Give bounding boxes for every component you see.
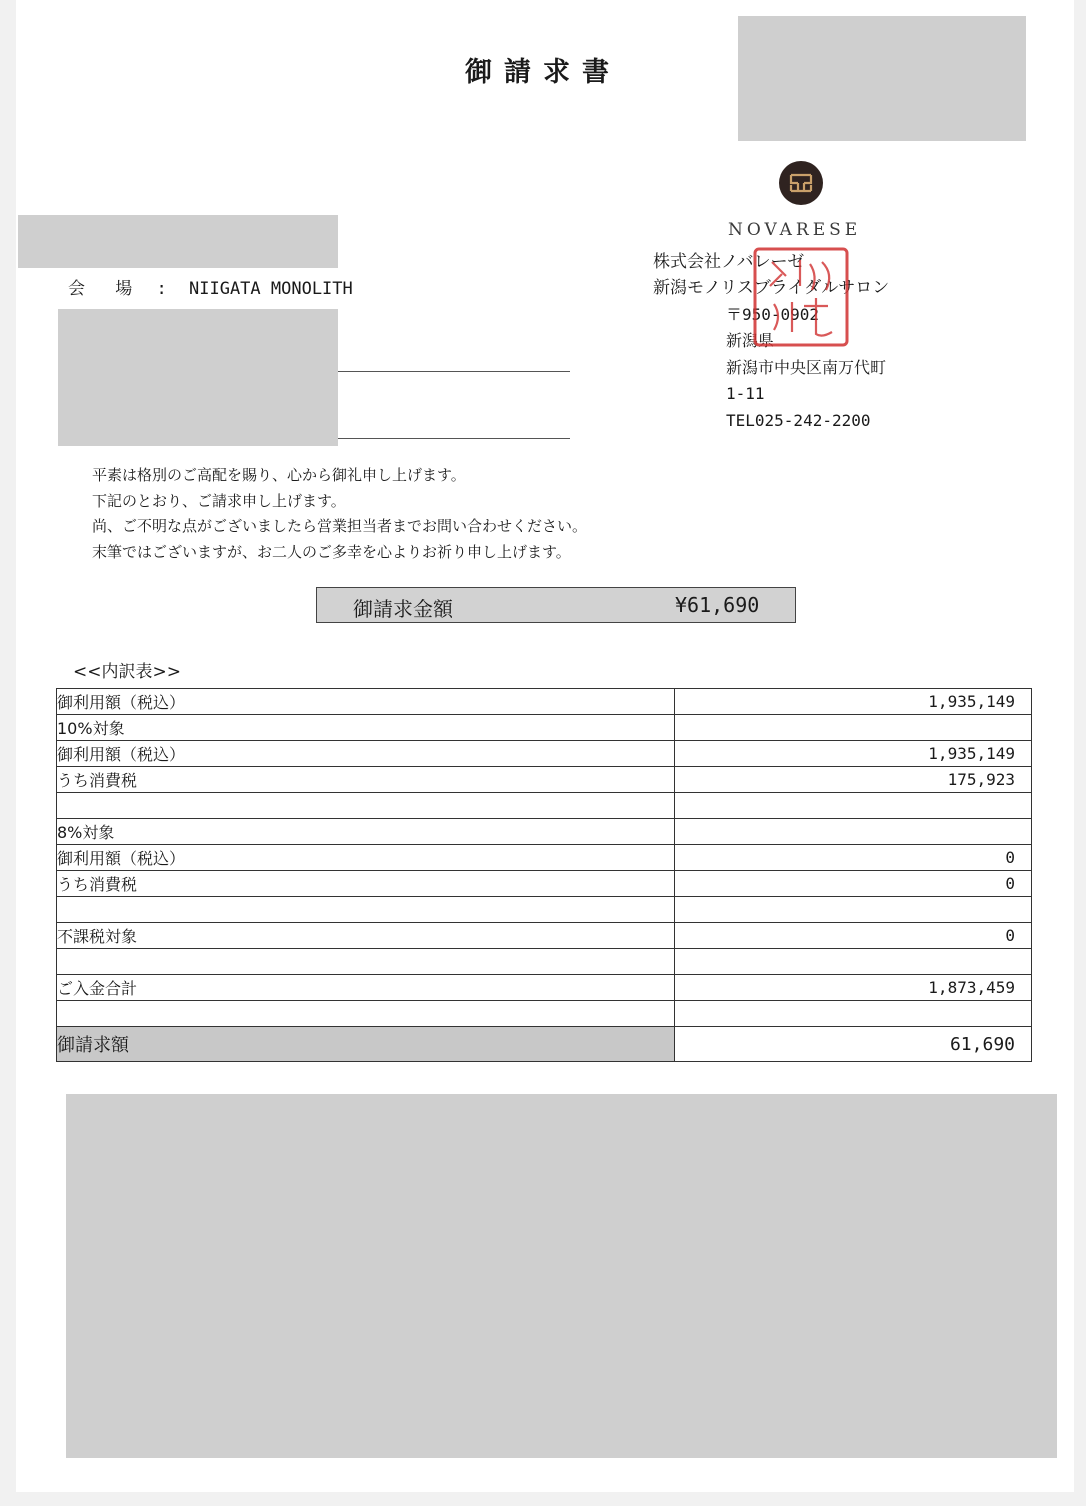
table-row [57, 793, 1032, 819]
issuer-tel: TEL025-242-2200 [726, 411, 871, 430]
row-label: うち消費税 [57, 767, 675, 793]
table-row [57, 715, 1032, 741]
brand-name: NOVARESE [728, 220, 862, 240]
greeting-paragraph [92, 463, 587, 565]
table-row [57, 871, 1032, 897]
table-row [57, 923, 1032, 949]
row-label: 御利用額（税込） [57, 741, 675, 767]
table-row [57, 949, 1032, 975]
row-value: 175,923 [675, 767, 1032, 793]
breakdown-title: <<内訳表>> [73, 662, 181, 682]
company-seal-stamp [752, 246, 850, 348]
row-value: 1,935,149 [675, 741, 1032, 767]
row-label [57, 949, 675, 975]
invoice-amount-value: ¥61,690 [675, 593, 760, 617]
invoice-amount-label: 御請求金額 [353, 597, 453, 621]
row-label: うち消費税 [57, 871, 675, 897]
row-label: 御利用額（税込） [57, 845, 675, 871]
greeting-line: 末筆ではございますが、お二人のご多幸を心よりお祈り申し上げます。 [92, 542, 571, 561]
row-value: 0 [675, 871, 1032, 897]
greeting-line: 下記のとおり、ご請求申し上げます。 [92, 491, 346, 510]
greeting-line: 平素は格別のご高配を賜り、心から御礼申し上げます。 [92, 466, 466, 484]
row-value [675, 897, 1032, 923]
row-value [675, 793, 1032, 819]
table-row [57, 819, 1032, 845]
table-row [57, 767, 1032, 793]
table-row [57, 1001, 1032, 1027]
issuer-prefecture: 新潟県 [726, 331, 775, 350]
row-value [675, 715, 1032, 741]
invoice-amount-box [316, 587, 796, 623]
breakdown-table [56, 688, 1032, 1062]
row-label: 不課税対象 [57, 923, 675, 949]
table-row [57, 845, 1032, 871]
name-underline-1 [338, 371, 570, 372]
row-value [675, 949, 1032, 975]
row-label: 御利用額（税込） [57, 689, 675, 715]
row-label [57, 897, 675, 923]
venue-name: NIIGATA MONOLITH [189, 279, 353, 299]
table-row [57, 689, 1032, 715]
row-value: 1,935,149 [675, 689, 1032, 715]
name-underline-2 [338, 438, 570, 439]
issuer-city: 新潟市中央区南万代町 [726, 358, 887, 377]
venue-line [68, 274, 353, 299]
table-row [57, 741, 1032, 767]
table-row [57, 975, 1032, 1001]
novarese-logo-icon [779, 161, 823, 205]
greeting-line: 尚、ご不明な点がございましたら営業担当者までお問い合わせください。 [92, 517, 588, 535]
row-label [57, 793, 675, 819]
total-label: 御請求額 [57, 1027, 675, 1062]
row-value [675, 1001, 1032, 1027]
row-value: 0 [675, 845, 1032, 871]
redacted-block-customer-name [58, 309, 338, 446]
issuer-company: 株式会社ノバレーゼ [653, 252, 805, 272]
row-value [675, 819, 1032, 845]
row-value: 0 [675, 923, 1032, 949]
redacted-block-recipient [18, 215, 338, 268]
row-value: 1,873,459 [675, 975, 1032, 1001]
row-label: ご入金合計 [57, 975, 675, 1001]
issuer-postal: 〒950-0902 [726, 305, 820, 324]
total-row [57, 1027, 1032, 1062]
row-label [57, 1001, 675, 1027]
redacted-block-bottom [66, 1094, 1057, 1458]
document-title: 御請求書 [465, 57, 621, 88]
total-value: 61,690 [675, 1027, 1032, 1062]
issuer-branch: 新潟モノリスブライダルサロン [653, 278, 890, 298]
table-row [57, 897, 1032, 923]
venue-separator: : [156, 279, 167, 299]
row-label: 10%対象 [57, 715, 675, 741]
row-label: 8%対象 [57, 819, 675, 845]
issuer-block: 1-11 [726, 384, 765, 403]
venue-label: 会 場 [68, 279, 143, 299]
